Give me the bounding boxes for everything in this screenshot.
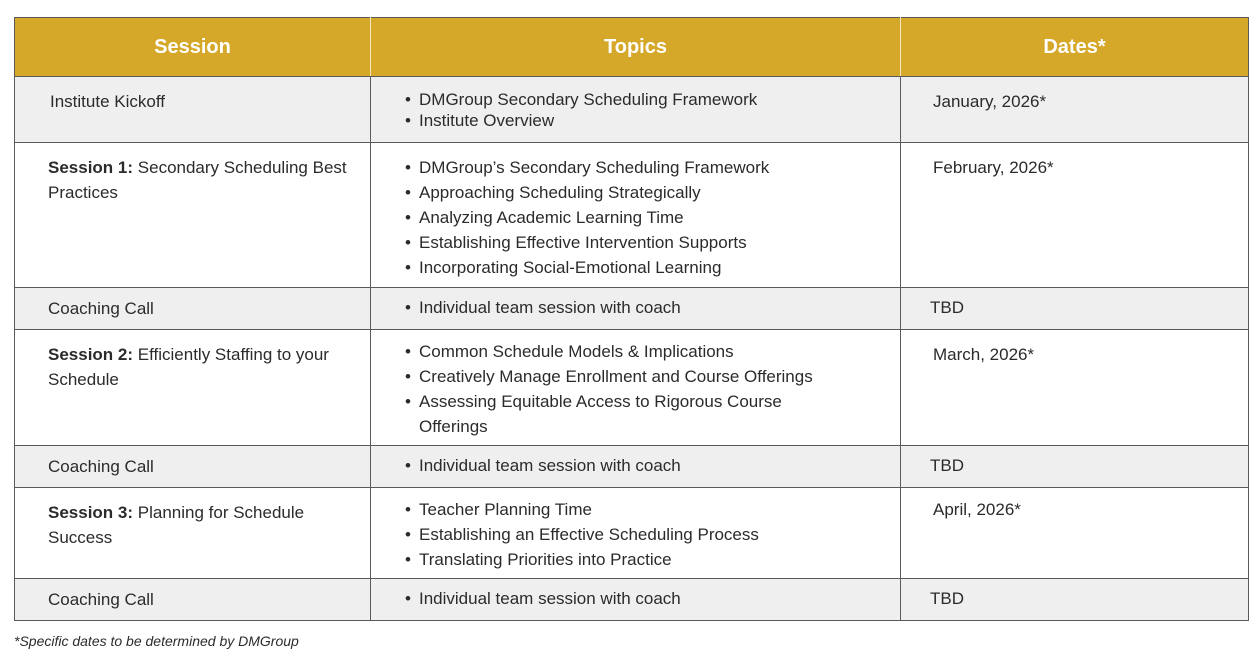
topic-item: • Incorporating Social-Emotional Learning [405,255,886,280]
session-name: Coaching Call [48,590,154,609]
table-row [15,330,1249,446]
topics-list [405,155,886,280]
session-name: Secondary Scheduling Best Practices [48,158,347,202]
session-cell [15,330,371,446]
topics-list [405,295,886,320]
header-session: Session [15,18,371,77]
topic-item: • DMGroup’s Secondary Scheduling Framework [405,155,886,180]
topic-item: • Individual team session with coach [405,586,886,611]
session-name: Coaching Call [48,299,154,318]
topic-item: • Teacher Planning Time [405,497,886,522]
topics-cell [371,446,901,488]
topic-item: • Individual team session with coach [405,295,886,320]
date-cell: TBD [901,288,1249,330]
session-cell [15,446,371,488]
topics-list [405,497,886,572]
date-cell: April, 2026* [901,488,1249,579]
topics-cell [371,143,901,288]
topics-cell [371,330,901,446]
session-name: Institute Kickoff [50,92,165,111]
session-cell [15,143,371,288]
topics-list [405,89,886,131]
topics-list [405,586,886,611]
table-row [15,77,1249,143]
header-dates: Dates* [901,18,1249,77]
session-name: Planning for Schedule Success [48,503,305,547]
table-row [15,143,1249,288]
table-row [15,288,1249,330]
topics-cell [371,77,901,143]
topics-list [405,453,886,478]
session-cell [15,488,371,579]
topic-item: • Common Schedule Models & Implications [405,339,886,364]
topic-item: • Individual team session with coach [405,453,886,478]
footnote: *Specific dates to be determined by DMGroup [14,633,299,649]
topic-item: • Assessing Equitable Access to Rigorous Course Offerings [405,389,886,439]
session-title: Session 1: [48,158,134,177]
date-cell: March, 2026* [901,330,1249,446]
topics-cell [371,579,901,621]
table-row [15,579,1249,621]
table-row [15,446,1249,488]
session-cell [15,77,371,143]
session-title: Session 2: [48,345,134,364]
date-cell: February, 2026* [901,143,1249,288]
topic-item: • Establishing Effective Intervention Supports [405,230,886,255]
topic-item: • Analyzing Academic Learning Time [405,205,886,230]
topic-item: • Establishing an Effective Scheduling Process [405,522,886,547]
topic-item: • DMGroup Secondary Scheduling Framework [405,89,886,110]
date-cell: January, 2026* [901,77,1249,143]
date-cell: TBD [901,579,1249,621]
topic-item: • Institute Overview [405,110,886,131]
table-row [15,488,1249,579]
topics-cell [371,288,901,330]
header-topics: Topics [371,18,901,77]
session-cell [15,288,371,330]
topic-item: • Approaching Scheduling Strategically [405,180,886,205]
session-name: Efficiently Staffing to your Schedule [48,345,329,389]
topics-list [405,339,886,439]
session-name: Coaching Call [48,457,154,476]
topic-item: • Creatively Manage Enrollment and Course Offerings [405,364,886,389]
schedule-table [14,17,1249,621]
date-cell: TBD [901,446,1249,488]
topics-cell [371,488,901,579]
topic-item: • Translating Priorities into Practice [405,547,886,572]
session-cell [15,579,371,621]
session-title: Session 3: [48,503,134,522]
table-header-row [15,18,1249,77]
